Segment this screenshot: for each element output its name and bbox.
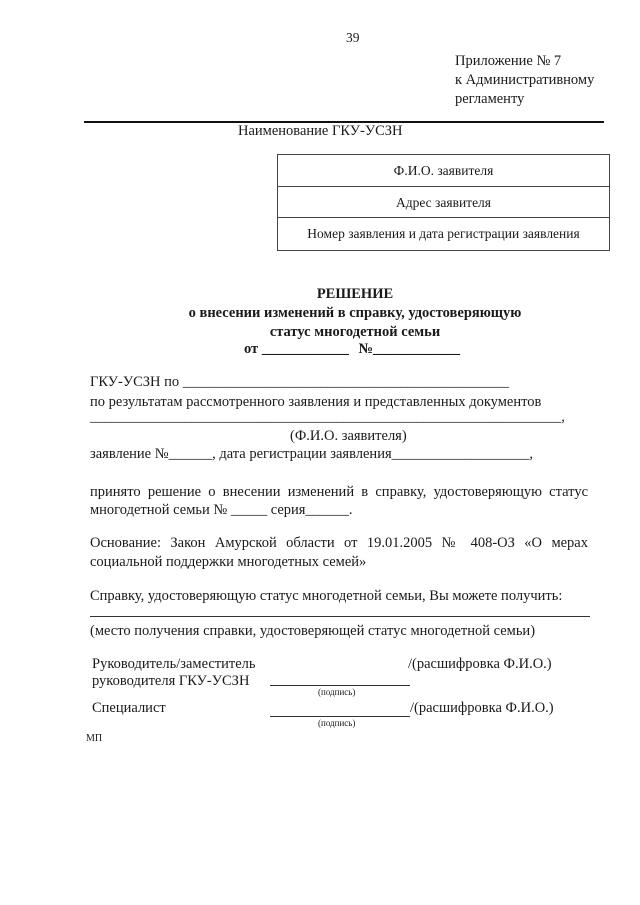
org-line bbox=[90, 374, 509, 391]
receive-line: Справку, удостоверяющую статус многодетной семьи, Вы можете получить: bbox=[90, 588, 563, 604]
applicant-blank-line: _________________________________________________________________, bbox=[90, 409, 565, 425]
org-line-blank: _____________________________________________ bbox=[182, 374, 510, 390]
appendix-line-3: регламенту bbox=[455, 91, 525, 107]
specialist-signature-caption: (подпись) bbox=[318, 718, 356, 728]
title-line-2: статус многодетной семьи bbox=[269, 324, 441, 340]
basis-line-1: Основание: Закон Амурской области от 19.01.2005 № 408-ОЗ «О мерах bbox=[90, 535, 588, 551]
org-name-label: Наименование ГКУ-УСЗН bbox=[238, 123, 403, 139]
document-title: РЕШЕНИЕ bbox=[316, 286, 394, 302]
place-blank-rule bbox=[90, 616, 590, 617]
application-line: заявление №______, дата регистрации заявления___________________, bbox=[90, 446, 533, 462]
from-label: от bbox=[244, 341, 259, 357]
applicant-address-cell: Адрес заявителя bbox=[278, 186, 609, 218]
appendix-line-1: Приложение № 7 bbox=[455, 53, 562, 69]
specialist-signature-rule bbox=[270, 716, 410, 717]
decision-line-2: многодетной семьи № _____ серия______. bbox=[90, 502, 353, 518]
head-decode: /(расшифровка Ф.И.О.) bbox=[408, 656, 552, 672]
from-blank: ____________ bbox=[261, 341, 349, 357]
head-signature-rule bbox=[270, 685, 410, 686]
place-caption: (место получения справки, удостоверяющей статус многодетной семьи) bbox=[90, 623, 536, 639]
review-line: по результатам рассмотренного заявления и представленных документов bbox=[90, 394, 542, 410]
number-blank: ____________ bbox=[373, 341, 461, 357]
head-title-line-1: Руководитель/заместитель bbox=[92, 656, 256, 672]
applicant-name-cell: Ф.И.О. заявителя bbox=[393, 163, 494, 178]
specialist-decode: /(расшифровка Ф.И.О.) bbox=[410, 700, 554, 716]
number-label: № bbox=[358, 341, 374, 357]
page-number: 39 bbox=[346, 30, 360, 45]
application-number-date-cell: Номер заявления и дата регистрации заявления bbox=[278, 217, 609, 250]
applicant-info-box bbox=[277, 154, 610, 251]
title-date-line bbox=[244, 341, 460, 358]
basis-line-2: социальной поддержки многодетных семей» bbox=[90, 554, 367, 570]
applicant-caption: (Ф.И.О. заявителя) bbox=[290, 428, 407, 444]
head-title-line-2: руководителя ГКУ-УСЗН bbox=[92, 673, 250, 689]
title-line-1: о внесении изменений в справку, удостоверяющую bbox=[188, 305, 522, 321]
org-line-label: ГКУ-УСЗН по bbox=[90, 374, 180, 390]
stamp-label: МП bbox=[86, 733, 103, 744]
decision-line-1: принято решение о внесении изменений в справку, удостоверяющую статус bbox=[90, 484, 588, 500]
appendix-line-2: к Административному bbox=[455, 72, 595, 88]
head-signature-caption: (подпись) bbox=[318, 687, 356, 697]
specialist-label: Специалист bbox=[92, 700, 166, 716]
